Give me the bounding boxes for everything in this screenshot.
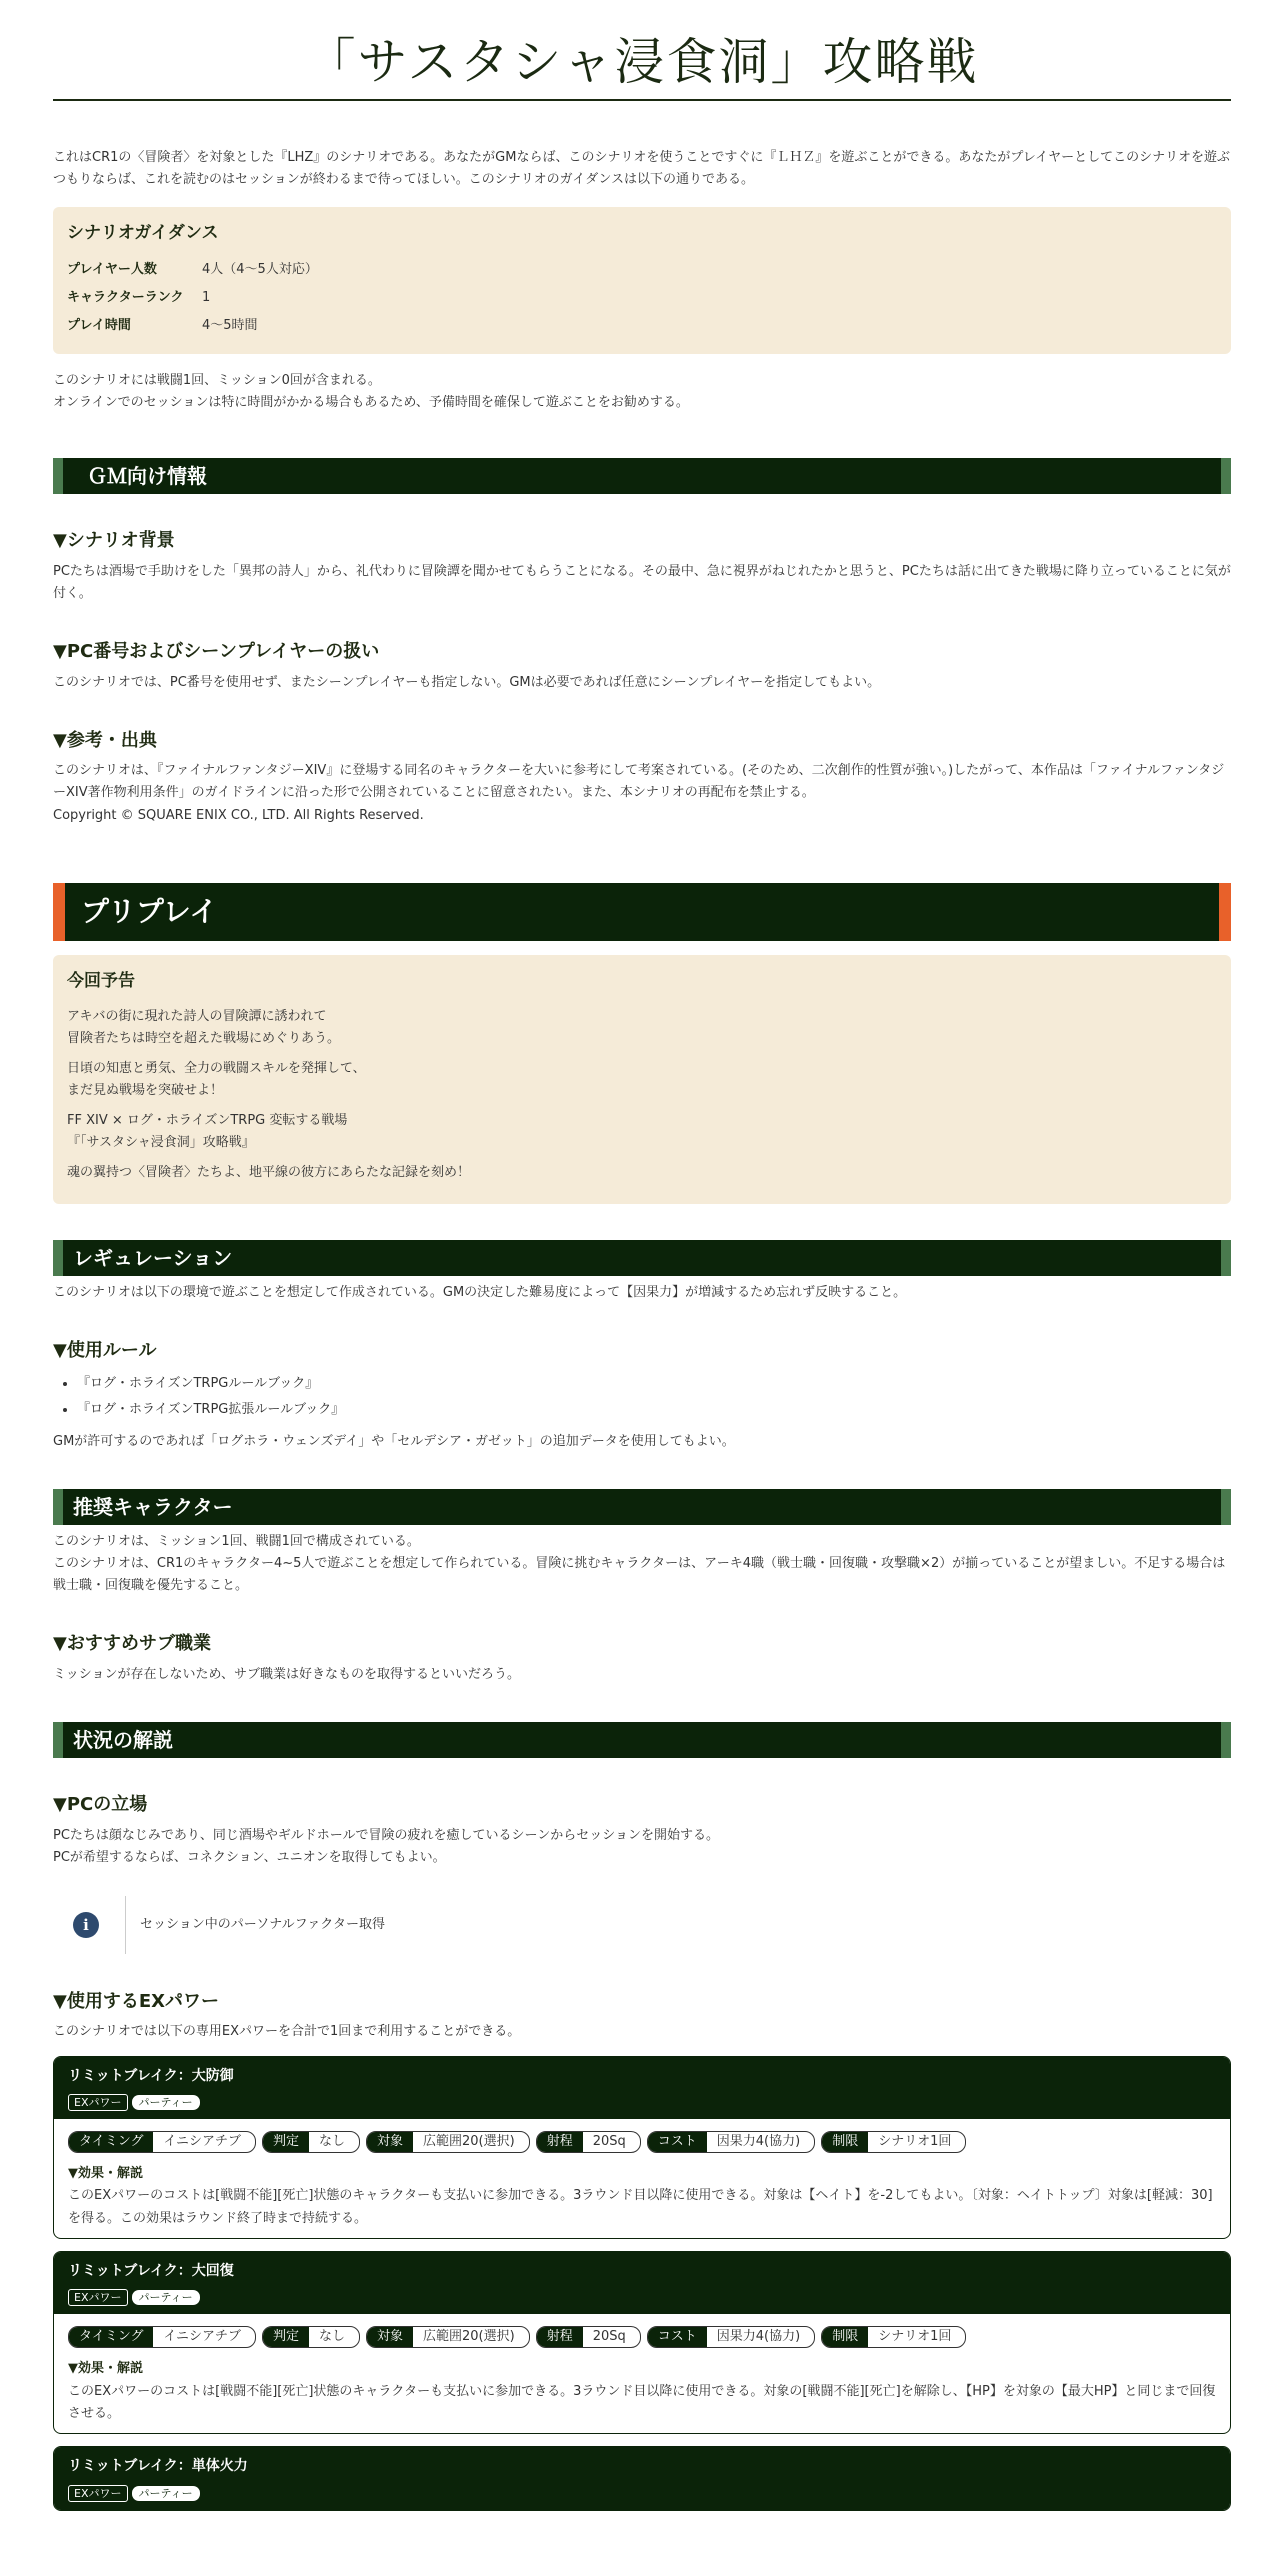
info-text: セッション中のパーソナルファクター取得 — [140, 1916, 386, 1932]
regulation-note: GMが許可するのであれば「ログホラ・ウェンズデイ」や「セルデシア・ガゼット」の追加データを使用してもよい。 — [53, 1434, 735, 1450]
tag-ex-power: EXパワー — [68, 2289, 128, 2306]
subclass-text: ミッションが存在しないため、サブ職業は好きなものを取得するといいだろう。 — [53, 1667, 520, 1682]
rules-list — [53, 1373, 1231, 1421]
effect-text: このEXパワーのコストは[戦闘不能][死亡]状態のキャラクターも支払いに参加できる。3ラウンド目以降に使用できる。対象の[戦闘不能][死亡]を解除し、【HP】を対象の【最大HP】と同じまで回復させる。 — [68, 2383, 1216, 2421]
guidance-row — [67, 256, 318, 284]
guidance-key: プレイヤー人数 — [67, 262, 157, 278]
info-callout — [53, 1893, 1231, 1957]
effect-text: このEXパワーのコストは[戦闘不能][死亡]状態のキャラクターも支払いに参加できる。3ラウンド目以降に使用できる。対象は【ヘイト】を-2してもよい。〔対象：ヘイトトップ〕対象は[軽減：30]を得る。この効果はラウンド終了時まで持続する。 — [68, 2188, 1213, 2226]
tag-party: パーティー — [132, 2290, 200, 2305]
tag-party: パーティー — [132, 2095, 200, 2110]
stat-timing — [68, 2326, 256, 2348]
power-card-header — [54, 2252, 1230, 2315]
power-name: リミットブレイク：単体火力 — [68, 2457, 248, 2474]
tag-ex-power: EXパワー — [68, 2094, 128, 2111]
stat-value: イニシアチブ — [163, 2329, 241, 2345]
stat-value: 因果力4(協力) — [716, 2329, 801, 2345]
stat-label: 射程 — [537, 2132, 583, 2152]
preview-line: 『「サスタシャ浸食洞」攻略戦』 — [67, 1134, 255, 1150]
stat-limit — [821, 2326, 966, 2348]
power-name: リミットブレイク：大防御 — [68, 2067, 234, 2084]
callout-divider — [125, 1896, 126, 1954]
stat-label: 判定 — [263, 2327, 309, 2347]
guidance-row — [67, 312, 318, 340]
background-text: PCたちは酒場で手助けをした「異邦の詩人」から、礼代わりに冒険譚を聞かせてもらうことになる。その最中、急に視界がねじれたかと思うと、PCたちは話に出てきた戦場に降り立っていることに気が付く。 — [53, 563, 1231, 601]
guidance-table — [67, 256, 318, 340]
preview-box — [53, 955, 1231, 1205]
stat-cost — [647, 2326, 815, 2348]
power-stats — [68, 2326, 1216, 2348]
stat-label: タイミング — [69, 2327, 153, 2347]
list-item: • 『ログ・ホライズンTRPGルールブック』 — [77, 1373, 1231, 1395]
power-card-body — [54, 2119, 1230, 2237]
tag-ex-power: EXパワー — [68, 2485, 128, 2502]
preview-paragraph — [67, 1058, 1217, 1102]
regulation-text: このシナリオは以下の環境で遊ぶことを想定して作成されている。GMの決定した難易度によって【因果力】が増減するため忘れず反映すること。 — [53, 1285, 907, 1301]
scenario-note: オンラインでのセッションは特に時間がかかる場合もあるため、予備時間を確保して遊ぶことをお勧めする。 — [53, 395, 689, 411]
guidance-heading: シナリオガイダンス — [67, 223, 219, 244]
subheading-subclass: ▼おすすめサブ職業 — [53, 1633, 212, 1655]
intro-text: これはCR1の〈冒険者〉を対象とした『LHZ』のシナリオである。あなたがGMならば、このシナリオを使うことですぐに『ＬＨＺ』を遊ぶことができる。あなたがプレイヤーとしてこのシナリオを遊ぶつもりならば、これを読むのはセッションが終わるまで待ってほしい。このシナリオのガイダンスは以下の通りである。 — [53, 150, 1231, 188]
guidance-value: 4～5時間 — [202, 318, 258, 334]
preview-line: 日頃の知恵と勇気、全力の戦闘スキルを発揮して、 — [67, 1060, 366, 1076]
ex-power-text: このシナリオでは以下の専用EXパワーを合計で1回まで利用することができる。 — [53, 2024, 521, 2040]
stat-label: 対象 — [367, 2132, 413, 2152]
section-heading-situation: 状況の解説 — [53, 1722, 1231, 1758]
stat-label: コスト — [648, 2327, 707, 2347]
stat-timing — [68, 2131, 256, 2153]
stat-check — [262, 2326, 360, 2348]
pc-position-text: PCが希望するならば、コネクション、ユニオンを取得してもよい。 — [53, 1849, 446, 1865]
stat-value: 20Sq — [592, 2134, 626, 2150]
document — [53, 0, 1231, 2511]
stat-value: イニシアチブ — [163, 2134, 241, 2150]
preview-line: 魂の翼持つ〈冒険者〉たちよ、地平線の彼方にあらたな記録を刻め！ — [67, 1165, 471, 1181]
stat-value: なし — [318, 2329, 345, 2345]
stat-label: コスト — [648, 2132, 707, 2152]
section-heading-preplay: プリプレイ — [53, 883, 1231, 941]
preview-paragraph — [67, 1006, 1217, 1050]
preview-line: FF XIV × ログ・ホライズンTRPG 変転する戦場 — [67, 1112, 348, 1128]
subheading-pc-number: ▼PC番号およびシーンプレイヤーの扱い — [53, 641, 380, 663]
preview-line: まだ見ぬ戦場を突破せよ！ — [67, 1082, 224, 1098]
preview-line: アキバの街に現れた詩人の冒険譚に誘われて — [67, 1008, 327, 1024]
section-heading-recommended: 推奨キャラクター — [53, 1489, 1231, 1525]
guidance-value: 4人（4～5人対応） — [202, 262, 318, 278]
stat-label: 判定 — [263, 2132, 309, 2152]
guidance-key: プレイ時間 — [67, 318, 131, 334]
stat-value: シナリオ1回 — [878, 2329, 952, 2345]
section-heading-gm: ＧＭ向け情報 — [53, 458, 1231, 494]
preview-paragraph — [67, 1162, 1217, 1184]
list-item: • 『ログ・ホライズンTRPG拡張ルールブック』 — [77, 1399, 1231, 1421]
stat-value: なし — [318, 2134, 345, 2150]
section-heading-regulation: レギュレーション — [53, 1240, 1231, 1276]
stat-value: 20Sq — [592, 2329, 626, 2345]
power-card — [53, 2446, 1231, 2511]
stat-value: 広範囲20(選択) — [423, 2329, 515, 2345]
power-name: リミットブレイク：大回復 — [68, 2262, 234, 2279]
guidance-box — [53, 207, 1231, 354]
recommended-text: このシナリオは、ミッション1回、戦闘1回で構成されている。 — [53, 1534, 420, 1550]
power-card — [53, 2056, 1231, 2239]
stat-limit — [821, 2131, 966, 2153]
stat-label: 射程 — [537, 2327, 583, 2347]
pc-position-text: PCたちは顔なじみであり、同じ酒場やギルドホールで冒険の疲れを癒しているシーンからセッションを開始する。 — [53, 1827, 720, 1843]
stat-check — [262, 2131, 360, 2153]
stat-target — [366, 2131, 530, 2153]
reference-text: このシナリオは、『ファイナルファンタジーXIV』に登場する同名のキャラクターを大いに参考にして考案されている。(そのため、二次創作的性質が強い。)したがって、本作品は「ファイナルファンタジーXIV著作物利用条件」のガイドラインに沿った形で公開されていることに留意されたい。また、本シナリオの再配布を禁止する。 — [53, 763, 1225, 801]
stat-label: 対象 — [367, 2327, 413, 2347]
subheading-reference: ▼参考・出典 — [53, 729, 157, 751]
stat-value: 広範囲20(選択) — [423, 2134, 515, 2150]
power-card-header — [54, 2057, 1230, 2120]
effect-heading: ▼効果・解説 — [68, 2166, 143, 2182]
guidance-row — [67, 284, 318, 312]
stat-label: タイミング — [69, 2132, 153, 2152]
stat-cost — [647, 2131, 815, 2153]
stat-value: シナリオ1回 — [878, 2134, 952, 2150]
stat-value: 因果力4(協力) — [716, 2134, 801, 2150]
stat-range — [536, 2326, 641, 2348]
preview-paragraph — [67, 1110, 1217, 1154]
guidance-key: キャラクターランク — [67, 290, 184, 306]
subheading-rules: ▼使用ルール — [53, 1340, 157, 1362]
title-divider — [53, 99, 1231, 101]
stat-range — [536, 2131, 641, 2153]
stat-label: 制限 — [822, 2132, 868, 2152]
copyright-text: Copyright © SQUARE ENIX CO., LTD. All Rights Reserved. — [53, 807, 424, 823]
power-stats — [68, 2131, 1216, 2153]
effect-heading: ▼効果・解説 — [68, 2361, 143, 2377]
power-card — [53, 2251, 1231, 2434]
preview-heading: 今回予告 — [67, 970, 135, 991]
guidance-value: 1 — [202, 290, 211, 306]
stat-label: 制限 — [822, 2327, 868, 2347]
stat-target — [366, 2326, 530, 2348]
power-card-header — [54, 2447, 1230, 2510]
power-card-body — [54, 2314, 1230, 2432]
subheading-pc-position: ▼PCの立場 — [53, 1794, 148, 1816]
subheading-ex-power: ▼使用するEXパワー — [53, 1990, 220, 2012]
scenario-note: このシナリオには戦闘1回、ミッション0回が含まれる。 — [53, 373, 381, 389]
preview-line: 冒険者たちは時空を超えた戦場にめぐりあう。 — [67, 1030, 341, 1046]
info-icon: i — [73, 1912, 99, 1938]
pc-number-text: このシナリオでは、PC番号を使用せず、またシーンプレイヤーも指定しない。GMは必要であれば任意にシーンプレイヤーを指定してもよい。 — [53, 674, 881, 690]
tag-party: パーティー — [132, 2486, 200, 2501]
subheading-background: ▼シナリオ背景 — [53, 530, 175, 552]
page-title: 「サスタシャ浸食洞」攻略戦 — [305, 33, 979, 91]
recommended-text: このシナリオは、CR1のキャラクター4~5人で遊ぶことを想定して作られている。冒険に挑むキャラクターは、アーキ4職（戦士職・回復職・攻撃職×2）が揃っていることが望ましい。不足する場合は戦士職・回復職を優先すること。 — [53, 1556, 1226, 1594]
